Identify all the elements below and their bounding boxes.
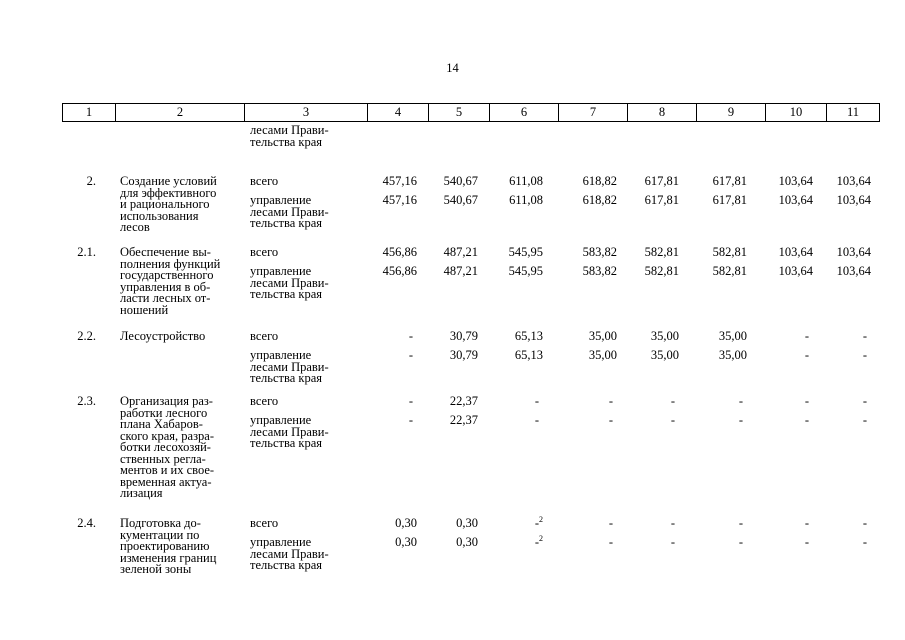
value-cell: 0,30	[395, 535, 417, 549]
row-number: 2.3.	[77, 394, 96, 408]
row-label: управление лесами Прави- тельства края	[250, 264, 329, 301]
value-cell: -$^2$	[534, 514, 543, 530]
value-cell: -	[534, 413, 539, 427]
header-col-10: 10	[766, 104, 827, 122]
value-cell: 545,95	[508, 245, 543, 259]
value-cell: -	[608, 394, 613, 408]
value-cell: -	[670, 516, 675, 530]
value-cell: -	[862, 535, 867, 549]
value-cell: 103,64	[778, 245, 813, 259]
value-cell: 582,81	[644, 245, 679, 259]
value-cell: 35,00	[588, 329, 617, 343]
value-cell: -	[408, 413, 413, 427]
value-cell: 22,37	[449, 394, 478, 408]
value-cell: -	[408, 394, 413, 408]
header-col-6: 6	[490, 104, 559, 122]
value-cell: 457,16	[382, 193, 417, 207]
row-name: Организация раз- работки лесного плана Хабаров- ского края, разра- ботки лесохозяй- ственных регла- ментов и их свое- временная актуа- лизация	[120, 394, 215, 500]
value-cell: 103,64	[836, 264, 871, 278]
header-col-5: 5	[429, 104, 490, 122]
value-cell: -	[408, 329, 413, 343]
value-cell: -	[804, 329, 809, 343]
value-cell: 103,64	[778, 193, 813, 207]
value-cell: 0,30	[395, 516, 417, 530]
value-cell: 35,00	[718, 348, 747, 362]
row-number: 2.	[86, 174, 96, 188]
value-cell: 22,37	[449, 413, 478, 427]
row-label: всего	[250, 174, 279, 188]
value-cell: 103,64	[836, 193, 871, 207]
row-number: 2.1.	[77, 245, 96, 259]
value-cell: 0,30	[456, 516, 478, 530]
header-col-3: 3	[245, 104, 368, 122]
row-name: Обеспечение вы- полнения функций государственного управления в об- ласти лесных от- ношений	[120, 245, 221, 317]
footnote-marker: 2	[539, 533, 543, 543]
value-cell: -	[608, 535, 613, 549]
value-cell: 487,21	[443, 264, 478, 278]
value-cell: 617,81	[712, 193, 747, 207]
value-cell: 30,79	[449, 329, 478, 343]
value-cell: -	[862, 394, 867, 408]
value-cell: 582,81	[644, 264, 679, 278]
value-cell: -	[608, 413, 613, 427]
value-cell: 582,81	[712, 245, 747, 259]
value-cell: -	[804, 348, 809, 362]
value-cell: -	[670, 394, 675, 408]
value-cell: 103,64	[778, 264, 813, 278]
header-col-1: 1	[63, 104, 116, 122]
value-cell: 583,82	[582, 264, 617, 278]
value-cell: 103,64	[836, 245, 871, 259]
value-cell: 35,00	[718, 329, 747, 343]
header-col-2: 2	[116, 104, 245, 122]
row-name: Создание условий для эффективного и рационального использования лесов	[120, 174, 217, 234]
value-cell: 65,13	[514, 348, 543, 362]
header-col-4: 4	[368, 104, 429, 122]
row-label: управление лесами Прави- тельства края	[250, 193, 329, 230]
value-cell: -	[862, 348, 867, 362]
value-cell: 582,81	[712, 264, 747, 278]
footnote-marker: 2	[539, 514, 543, 524]
value-cell: -	[738, 516, 743, 530]
value-cell: -	[862, 329, 867, 343]
continuation-label: лесами Прави- тельства края	[250, 123, 329, 149]
value-cell: 65,13	[514, 329, 543, 343]
value-cell: 35,00	[650, 348, 679, 362]
value-cell: -	[804, 516, 809, 530]
value-cell: -	[408, 348, 413, 362]
row-label: управление лесами Прави- тельства края	[250, 413, 329, 450]
value-cell: -	[670, 535, 675, 549]
value-cell: 611,08	[509, 174, 543, 188]
value-cell: -$^2$	[534, 533, 543, 549]
value-cell: 0,30	[456, 535, 478, 549]
value-cell: -	[862, 516, 867, 530]
header-col-8: 8	[628, 104, 697, 122]
value-cell: -	[804, 413, 809, 427]
value-cell: -	[862, 413, 867, 427]
row-label: управление лесами Прави- тельства края	[250, 348, 329, 385]
row-label: всего	[250, 516, 279, 530]
value-cell: 583,82	[582, 245, 617, 259]
row-label: управление лесами Прави- тельства края	[250, 535, 329, 572]
value-cell: 617,81	[644, 174, 679, 188]
header-col-11: 11	[827, 104, 880, 122]
value-cell: 611,08	[509, 193, 543, 207]
row-label: всего	[250, 394, 279, 408]
value-cell: 35,00	[588, 348, 617, 362]
value-cell: 35,00	[650, 329, 679, 343]
value-cell: 103,64	[836, 174, 871, 188]
header-col-9: 9	[697, 104, 766, 122]
value-cell: -	[738, 535, 743, 549]
value-cell: 617,81	[712, 174, 747, 188]
value-cell: 456,86	[382, 264, 417, 278]
page-number: 14	[446, 61, 459, 75]
header-col-7: 7	[559, 104, 628, 122]
value-cell: -	[804, 535, 809, 549]
row-label: всего	[250, 329, 279, 343]
value-cell: 617,81	[644, 193, 679, 207]
value-cell: 618,82	[582, 193, 617, 207]
value-cell: 103,64	[778, 174, 813, 188]
row-number: 2.4.	[77, 516, 96, 530]
row-name: Подготовка до- кументации по проектированию изменения границ зеленой зоны	[120, 516, 217, 576]
value-cell: 540,67	[443, 174, 478, 188]
value-cell: -	[608, 516, 613, 530]
value-cell: 457,16	[382, 174, 417, 188]
row-label: всего	[250, 245, 279, 259]
value-cell: -	[670, 413, 675, 427]
row-name: Лесоустройство	[120, 329, 206, 343]
value-cell: 545,95	[508, 264, 543, 278]
value-cell: 487,21	[443, 245, 478, 259]
value-cell: -	[534, 394, 539, 408]
value-cell: 30,79	[449, 348, 478, 362]
value-cell: -	[738, 413, 743, 427]
row-number: 2.2.	[77, 329, 96, 343]
value-cell: 456,86	[382, 245, 417, 259]
value-cell: -	[738, 394, 743, 408]
value-cell: -	[804, 394, 809, 408]
column-header-row	[62, 103, 880, 122]
value-cell: 540,67	[443, 193, 478, 207]
value-cell: 618,82	[582, 174, 617, 188]
